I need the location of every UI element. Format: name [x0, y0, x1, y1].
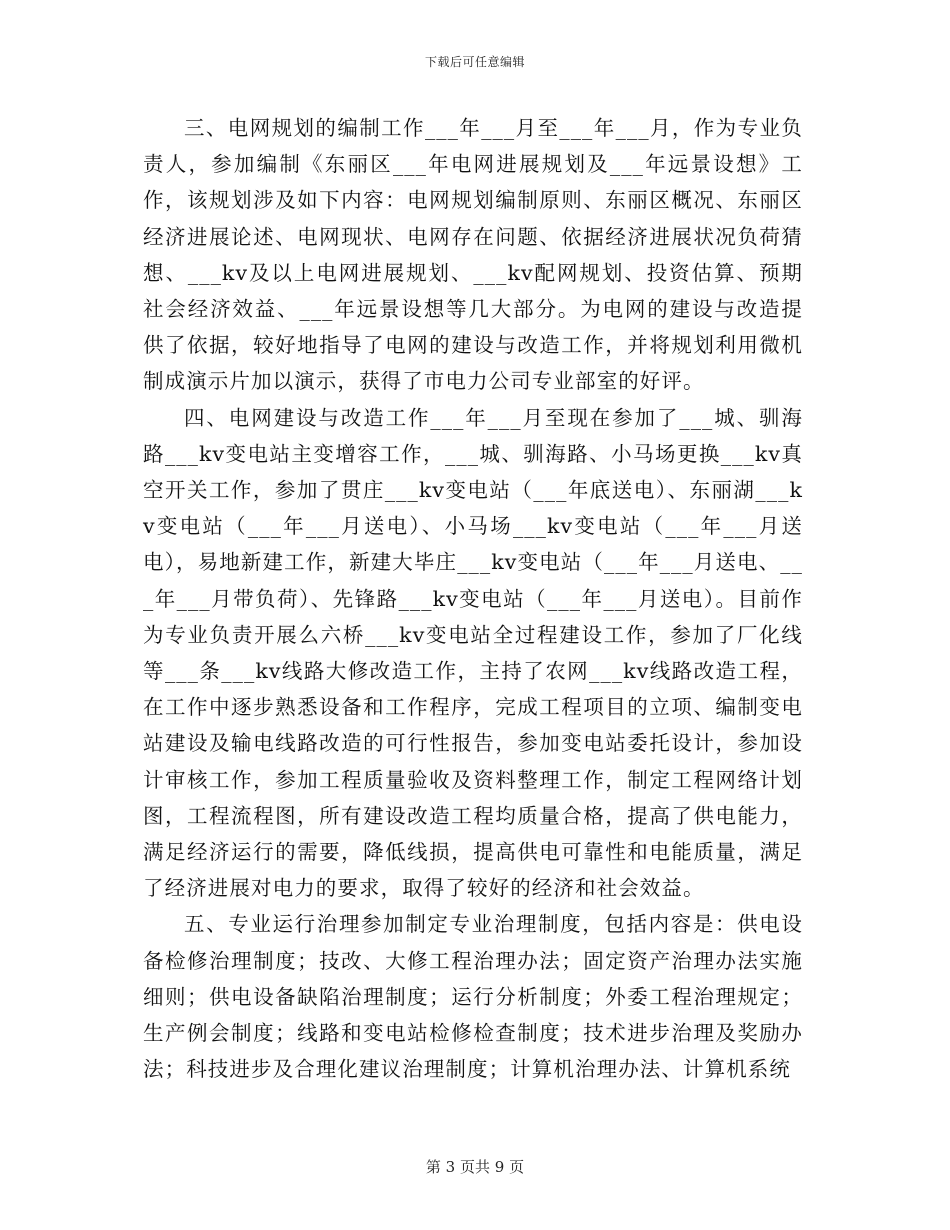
page-number: 第 3 页共 9 页 — [425, 1158, 525, 1176]
document-body — [143, 110, 803, 1087]
paragraph-grid-planning: 三、电网规划的编制工作___年___月至___年___月，作为专业负责人，参加编制《东丽区___年电网进展规划及___年远景设想》工作，该规划涉及如下内容：电网规划编制原则、东丽区概况、东丽区经济进展论述、电网现状、电网存在问题、依据经济进展状况负荷猜想、___kv及以上电网进展规划、___kv配网规划、投资估算、预期社会经济效益、___年远景设想等几大部分。为电网的建设与改造提供了依据，较好地指导了电网的建设与改造工作，并将规划利用微机制成演示片加以演示，获得了市电力公司专业部室的好评。 — [143, 116, 803, 394]
paragraph-grid-construction: 四、电网建设与改造工作___年___月至现在参加了___城、驯海路___kv变电站主变增容工作，___城、驯海路、小马场更换___kv真空开关工作，参加了贯庄___kv变电站（___年底送电）、东丽湖___kv变电站（___年___月送电）、小马场___kv变电站（___年___月送电），易地新建工作，新建大毕庄___kv变电站（___年___月送电、___年___月带负荷）、先锋路___kv变电站（___年___月送电）。目前作为专业负责开展么六桥___kv变电站全过程建设工作，参加了厂化线等___条___kv线路大修改造工作，主持了农网___kv线路改造工程，在工作中逐步熟悉设备和工作程序，完成工程项目的立项、编制变电站建设及输电线路改造的可行性报告，参加变电站委托设计，参加设计审核工作，参加工程质量验收及资料整理工作，制定工程网络计划图，工程流程图，所有建设改造工程均质量合格，提高了供电能力，满足经济运行的需要，降低线损，提高供电可靠性和电能质量，满足了经济进展对电力的要求，取得了较好的经济和社会效益。 — [143, 405, 803, 901]
paragraph-operation-management: 五、专业运行治理参加制定专业治理制度，包括内容是：供电设备检修治理制度；技改、大修工程治理办法；固定资产治理办法实施细则；供电设备缺陷治理制度；运行分析制度；外委工程治理规定；生产例会制度；线路和变电站检修检查制度；技术进步治理及奖励办法；科技进步及合理化建议治理制度；计算机治理办法、计算机系统 — [143, 912, 803, 1082]
page-header: 下载后可任意编辑 — [424, 55, 525, 69]
